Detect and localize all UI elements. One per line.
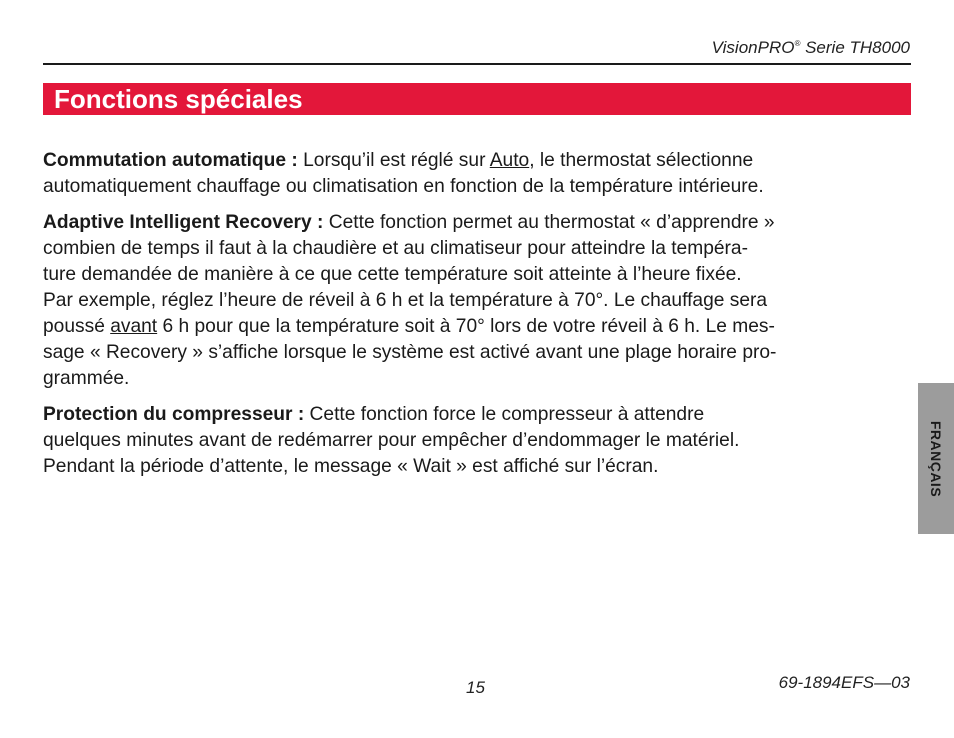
underlined-term: avant: [110, 316, 158, 337]
text-segment: sage « Recovery » s’affiche lorsque le système est activé avant une plage horaire pro-: [43, 342, 777, 363]
document-header-title: [712, 38, 910, 58]
body-content: [43, 148, 923, 480]
series-name: Serie TH8000: [800, 38, 910, 57]
text-segment: Par exemple, réglez l’heure de réveil à 6 h et la température à 70°. Le chauffage sera: [43, 290, 768, 311]
text-segment: poussé: [43, 316, 111, 337]
language-tab: [918, 383, 954, 534]
feature-term: Commutation automatique :: [43, 150, 298, 171]
paragraph-line: [43, 236, 923, 262]
text-segment: Cette fonction force le compresseur à attendre: [304, 404, 705, 425]
text-segment: Lorsqu’il est réglé sur: [297, 150, 490, 171]
text-segment: automatiquement chauffage ou climatisation en fonction de la température intérieure.: [43, 176, 764, 197]
header-divider: [43, 63, 911, 65]
section-banner: [43, 83, 911, 115]
text-segment: grammée.: [43, 368, 130, 389]
text-segment: 6 h pour que la température soit à 70° lors de votre réveil à 6 h. Le mes-: [157, 316, 775, 337]
paragraph-line: [43, 288, 923, 314]
feature-paragraph: [43, 148, 923, 200]
paragraph-line: [43, 210, 923, 236]
underlined-term: Auto: [489, 150, 530, 171]
text-segment: Cette fonction permet au thermostat « d’apprendre »: [323, 212, 775, 233]
registered-mark: ®: [794, 39, 801, 48]
text-segment: ture demandée de manière à ce que cette température soit atteinte à l’heure fixée.: [43, 264, 742, 285]
feature-paragraph: [43, 402, 923, 480]
paragraph-line: [43, 314, 923, 340]
paragraph-line: [43, 402, 923, 428]
language-tab-label: FRANÇAIS: [928, 420, 944, 497]
paragraph-line: [43, 262, 923, 288]
page-number: 15: [466, 678, 485, 697]
paragraph-line: [43, 428, 923, 454]
text-segment: , le thermostat sélectionne: [529, 150, 754, 171]
document-code: 69-1894EFS—03: [778, 673, 910, 692]
feature-term: Protection du compresseur :: [43, 404, 305, 425]
text-segment: combien de temps il faut à la chaudière et au climatiseur pour atteindre la tempéra-: [43, 238, 748, 259]
feature-term: Adaptive Intelligent Recovery :: [43, 212, 324, 233]
paragraph-line: [43, 454, 923, 480]
paragraph-line: [43, 366, 923, 392]
paragraph-line: [43, 174, 923, 200]
feature-paragraph: [43, 210, 923, 392]
paragraph-line: [43, 148, 923, 174]
brand-name: VisionPRO: [711, 38, 795, 57]
text-segment: Pendant la période d’attente, le message « Wait » est affiché sur l’écran.: [43, 456, 659, 477]
section-title: Fonctions spéciales: [54, 84, 303, 114]
paragraph-line: [43, 340, 923, 366]
text-segment: quelques minutes avant de redémarrer pour empêcher d’endommager le matériel.: [43, 430, 740, 451]
